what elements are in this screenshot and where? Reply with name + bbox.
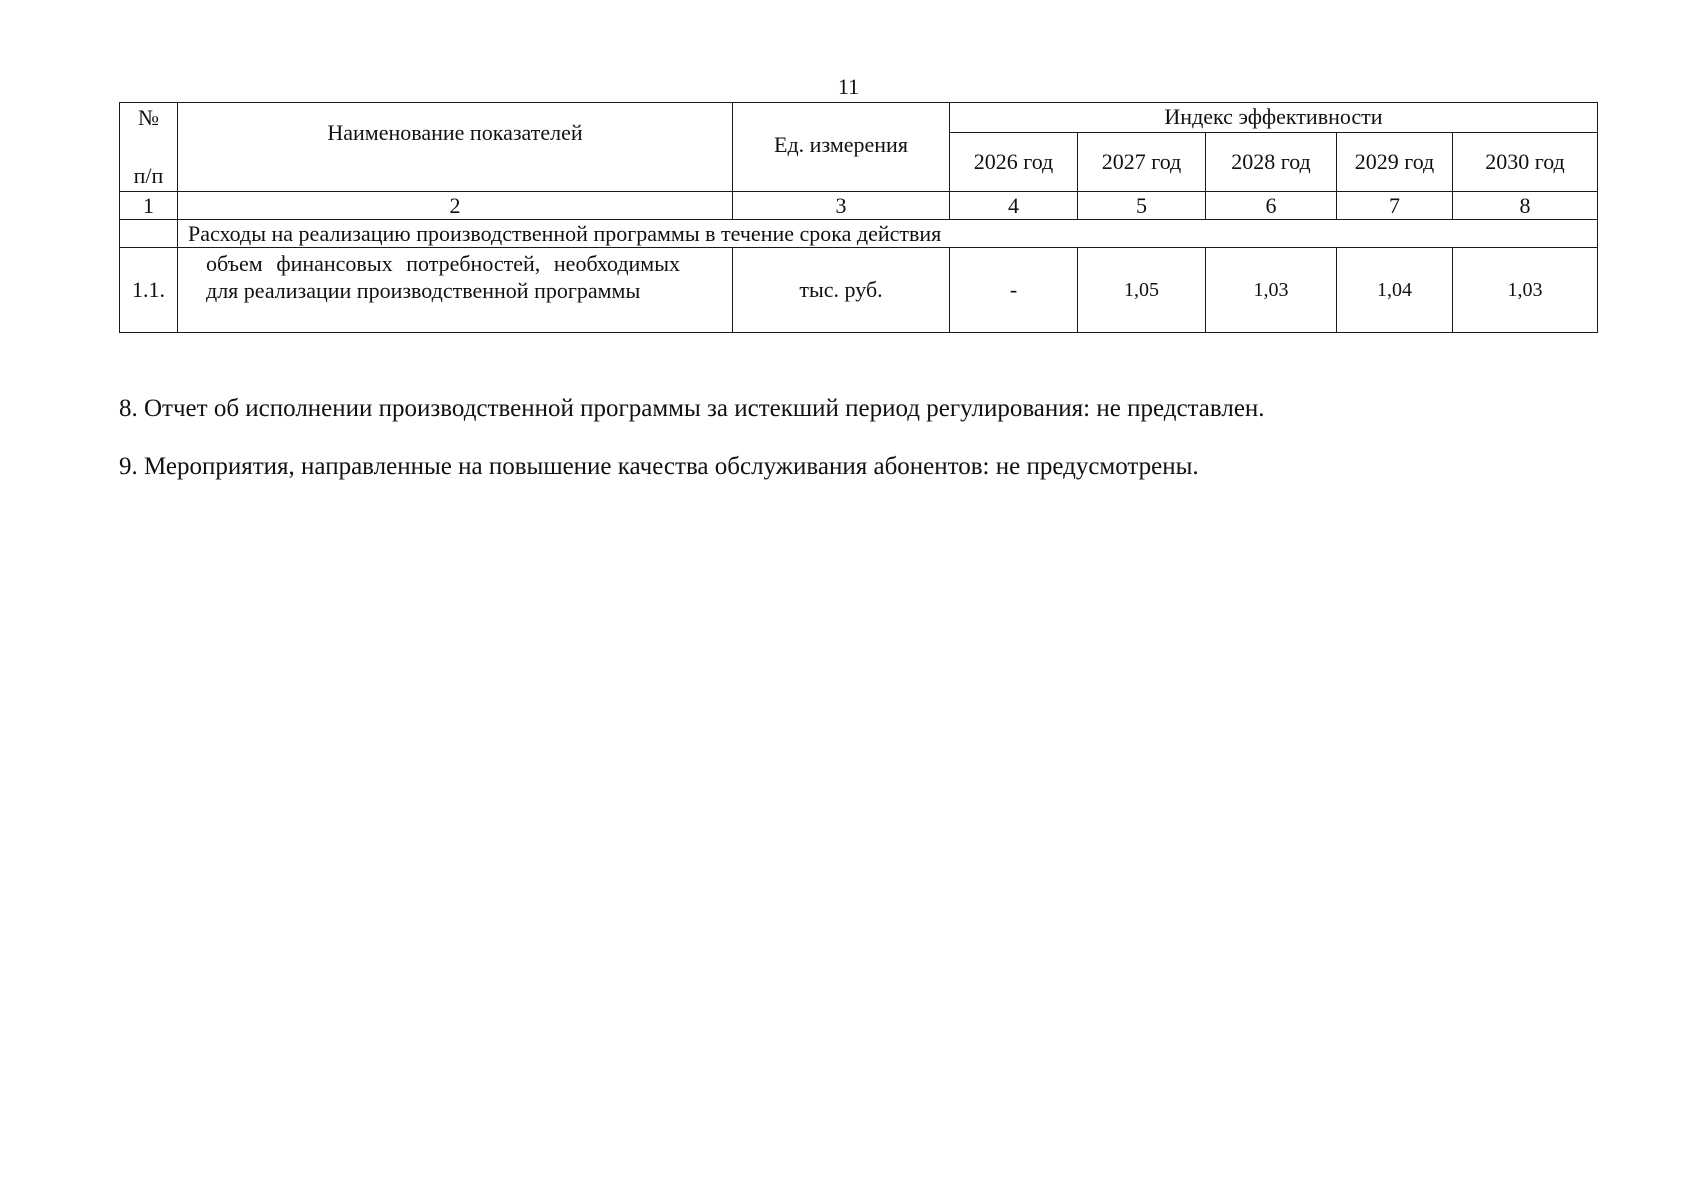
header-unit: Ед. измерения [774,132,908,157]
header-year-2029: 2029 год [1337,132,1453,191]
header-num-sign: № [138,105,159,130]
header-group-cell [950,103,1598,133]
header-year-2027: 2027 год [1078,132,1206,191]
row-value-2028: 1,03 [1206,248,1337,333]
section-title: Расходы на реализацию производственной программы в течение срока действия [178,220,1598,248]
table-row [120,248,1598,333]
row-value-2029: 1,04 [1337,248,1453,333]
row-value-2027: 1,05 [1078,248,1206,333]
row-name: объем финансовых потребностей, необходимых для реализации производственной программы [178,248,733,333]
header-year-2028: 2028 год [1206,132,1337,191]
paragraph-report: 8. Отчет об исполнении производственной программы за истекший период регулирования: не представлен. [119,395,1265,422]
column-index-row [120,192,1598,220]
column-index-7: 7 [1337,192,1453,220]
row-num: 1.1. [120,248,178,333]
row-unit: тыс. руб. [733,248,950,333]
row-value-2026: - [950,248,1078,333]
header-row-top [120,103,1598,133]
header-unit-cell [733,103,950,192]
page-number [0,74,1697,100]
column-index-5: 5 [1078,192,1206,220]
row-value-2030: 1,03 [1453,248,1598,333]
header-year-2026: 2026 год [950,132,1078,191]
header-year-2030: 2030 год [1453,132,1598,191]
column-index-4: 4 [950,192,1078,220]
header-group: Индекс эффективности [1164,104,1383,130]
column-index-2: 2 [178,192,733,220]
column-index-3: 3 [733,192,950,220]
header-name-cell [178,103,733,192]
indicators-table [119,102,1598,333]
page-number-text: 11 [837,74,860,99]
column-index-6: 6 [1206,192,1337,220]
column-index-8: 8 [1453,192,1598,220]
section-num-cell [120,220,178,248]
column-index-1: 1 [120,192,178,220]
paragraph-measures: 9. Мероприятия, направленные на повышение качества обслуживания абонентов: не предусмотрены. [119,453,1199,480]
section-row [120,220,1598,248]
header-name: Наименование показателей [327,120,583,145]
header-num-pp: п/п [133,163,164,188]
header-num-cell [120,103,178,192]
